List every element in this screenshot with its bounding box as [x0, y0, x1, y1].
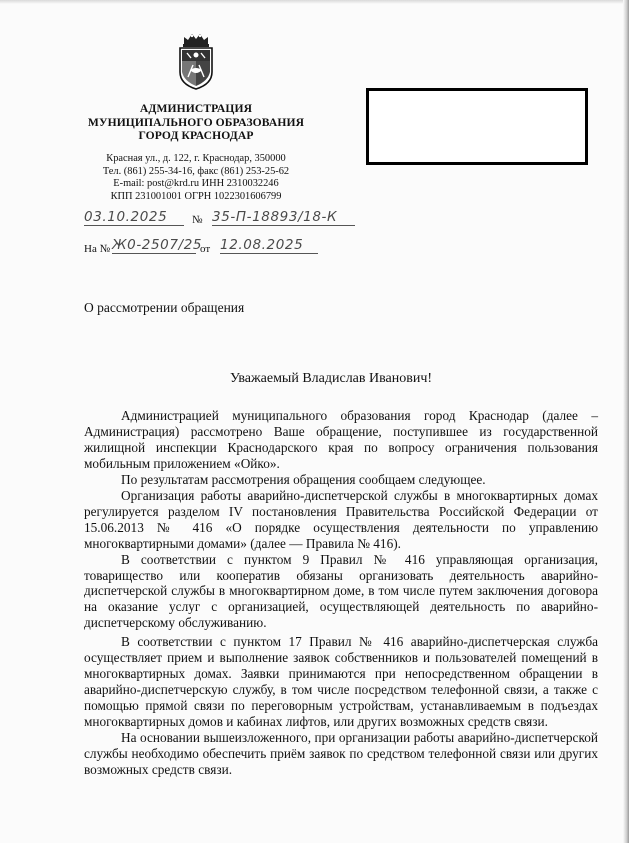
paragraph: В соответствии с пунктом 9 Правил № 416 управляющая организация, товарищество или кооператив обязаны организовать деятельность аварийно-диспетчерской службы в многоквартирном доме, в том числе путем заключения договора на оказание услуг с организацией, осуществляющей деятельность по аварийно-диспетчерскому обслуживанию.: [84, 551, 598, 631]
address-line: Красная ул., д. 122, г. Краснодар, 350000: [106, 153, 286, 164]
organization-line: ГОРОД КРАСНОДАР: [138, 129, 254, 142]
organization-line: АДМИНИСТРАЦИЯ: [139, 102, 253, 115]
paragraph: Организация работы аварийно-диспетчерской службы в многоквартирных домах регулируется разделом IV постановления Правительства Российской Федерации от 15.06.2013 № 416 «О порядке осуществления деятельности по управлению многоквартирными домами» (далее — Правила № 416).: [84, 487, 598, 551]
paragraph: По результатам рассмотрения обращения сообщаем следующее.: [121, 471, 486, 487]
paragraph: В соответствии с пунктом 17 Правил № 416 аварийно-диспетчерская служба осуществляет прием и выполнение заявок собственников и пользователей помещений в многоквартирных домах. Заявки принимаются при непосредственном обращении в аварийно-диспетчерскую службу, в том числе посредством телефонной связи, а также с помощью прямой связи по переговорным устройствам, устанавливаемым в подъездах многоквартирных домов и кабинах лифтов, или других возможных средств связи.: [84, 634, 598, 730]
organization-name: [80, 102, 312, 143]
organization-line: МУНИЦИПАЛЬНОГО ОБРАЗОВАНИЯ: [87, 115, 305, 129]
paragraph: На основании вышеизложенного, при организации работы аварийно-диспетчерской службы необходимо обеспечить приём заявок по средством телефонной связи или других возможных средств связи.: [84, 730, 598, 777]
outgoing-number: 35-П-18893/18-К: [212, 210, 355, 226]
greeting: Уважаемый Владислав Иванович!: [230, 371, 433, 386]
registry-line: КПП 231001001 ОГРН 1022301606799: [110, 190, 282, 202]
paragraph: Администрацией муниципального образования город Краснодар (далее – Администрация) рассмотрено Ваше обращение, поступившее из государственной жилищной инспекции Краснодарского края по вопросу ограничения пользования мобильным приложением «Ойко».: [84, 408, 598, 471]
reference-date: 12.08.2025: [220, 238, 318, 254]
reference-number: Ж0-2507/25: [112, 237, 203, 253]
coat-of-arms-icon: [176, 32, 216, 90]
subject-line: О рассмотрении обращения: [84, 300, 245, 315]
outgoing-date: 03.10.2025: [84, 210, 184, 226]
scan-right-shadow: [623, 0, 629, 843]
phone-line: Тел. (861) 255-34-16, факс (861) 253-25-62: [102, 165, 290, 177]
contact-block: [84, 153, 308, 203]
scan-top-shadow: [0, 0, 629, 4]
number-label: №: [192, 214, 203, 226]
reference-label: На №: [84, 243, 111, 255]
from-label: от: [200, 243, 211, 255]
redacted-recipient-box: [366, 88, 588, 165]
email-line: E-mail: post@krd.ru ИНН 2310032246: [113, 178, 279, 190]
letter-body: [84, 408, 598, 778]
